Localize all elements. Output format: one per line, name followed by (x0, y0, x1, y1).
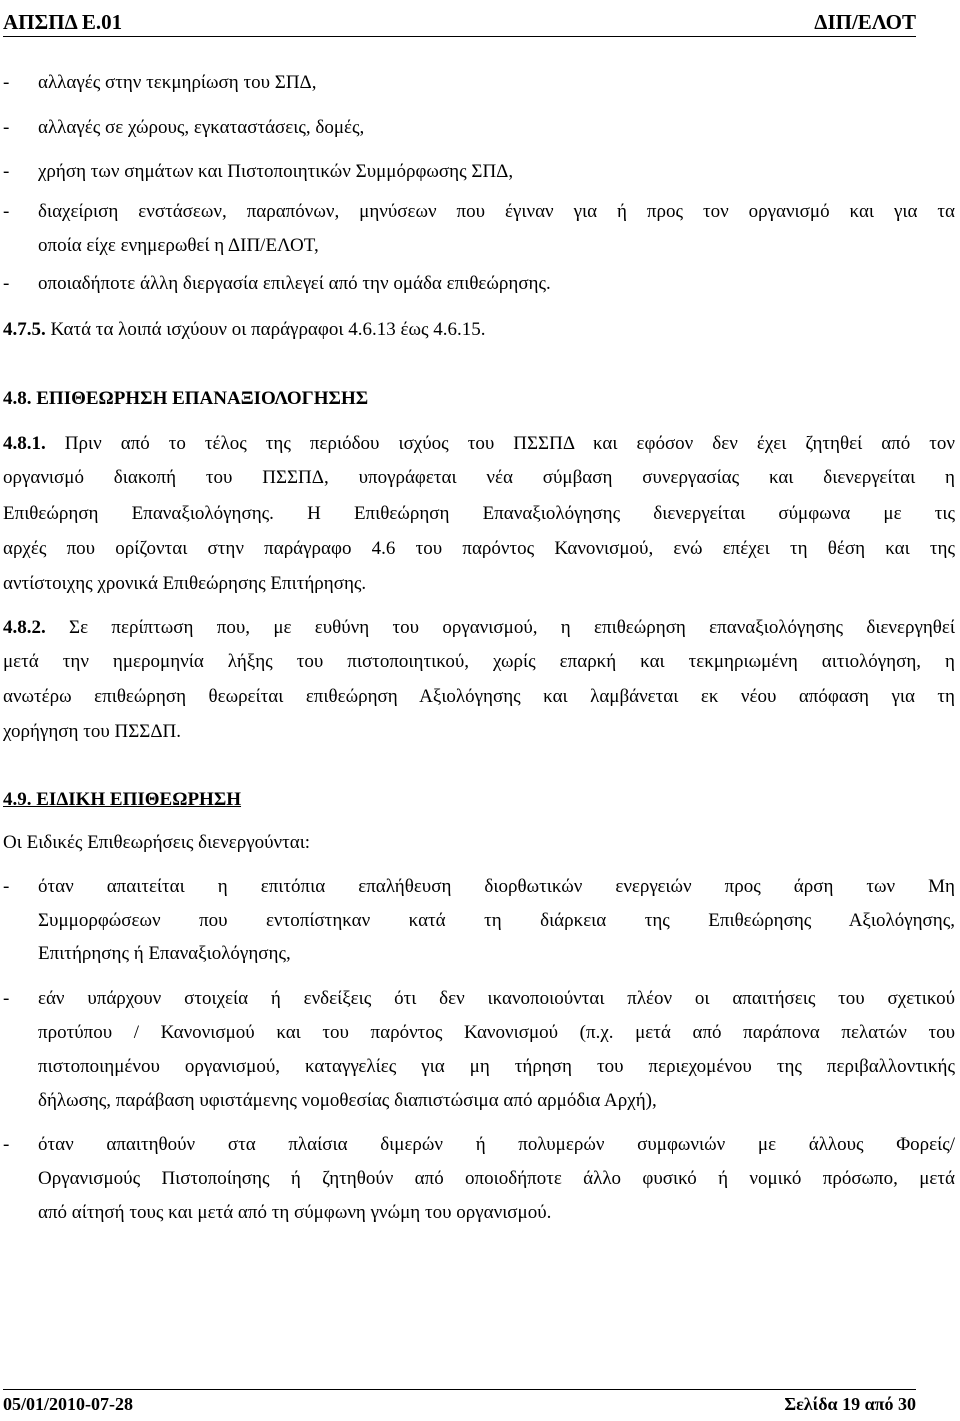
list-item: χρήση των σημάτων και Πιστοποιητικών Συμμόρφωσης ΣΠΔ, (38, 161, 514, 182)
section-number: 4.8.2. (3, 617, 46, 638)
paragraph-text: Κατά τα λοιπά ισχύουν οι παράγραφοι 4.6.13 έως 4.6.15. (45, 319, 486, 340)
list-item-continuation: Επιτήρησης ή Επαναξιολόγησης, (38, 943, 291, 964)
list-item-continuation: από αίτησή τους και μετά από τη σύμφωνη γνώμη του οργανισμού. (38, 1202, 552, 1223)
dash: - (3, 273, 10, 294)
header-doc-code: ΑΠΣΠΔ Ε.01 (3, 10, 123, 34)
paragraph-line: αντίστοιχης χρονικά Επιθεώρησης Επιτήρησης. (3, 573, 367, 594)
dash: - (3, 201, 10, 222)
dash: - (3, 161, 10, 182)
list-item: εάν υπάρχουν στοιχεία ή ενδείξεις ότι δεν ικανοποιούνται πλέον οι απαιτήσεις του σχετικού (38, 988, 955, 1009)
list-item-continuation: δήλωσης, παράβαση υφιστάμενης νομοθεσίας διαπιστώσιμα από αρμόδια Αρχή), (38, 1090, 657, 1111)
paragraph-line: ανωτέρω επιθεώρηση θεωρείται επιθεώρηση Αξιολόγησης και λαμβάνεται εκ νέου απόφαση για τη (3, 686, 955, 707)
paragraph-line (3, 432, 955, 456)
list-item-continuation: οποία είχε ενημερωθεί η ΔΙΠ/ΕΛΟΤ, (38, 235, 319, 256)
page-header (3, 8, 916, 37)
header-organization: ΔΙΠ/ΕΛΟΤ (814, 10, 916, 34)
list-item: αλλαγές σε χώρους, εγκαταστάσεις, δομές, (38, 117, 365, 138)
paragraph-line: χορήγηση του ΠΣΣΔΠ. (3, 721, 182, 742)
paragraph-line: Επιθεώρηση Επαναξιολόγησης. Η Επιθεώρηση Επαναξιολόγησης διενεργείται σύμφωνα με τις (3, 503, 955, 524)
dash: - (3, 1134, 10, 1155)
paragraph-line: οργανισμό διακοπή του ΠΣΣΠΔ, υπογράφεται νέα σύμβαση συνεργασίας και διενεργείται η (3, 467, 955, 488)
dash: - (3, 117, 10, 138)
paragraph-text: Πριν από το τέλος της περιόδου ισχύος του ΠΣΣΠΔ και εφόσον δεν έχει ζητηθεί από τον (45, 433, 955, 454)
section-heading-4-8: 4.8. ΕΠΙΘΕΩΡΗΣΗ ΕΠΑΝΑΞΙΟΛΟΓΗΣΗΣ (3, 388, 369, 409)
section-heading-4-9: 4.9. ΕΙΔΙΚΗ ΕΠΙΘΕΩΡΗΣΗ (3, 789, 242, 810)
section-number: 4.8.1. (3, 433, 46, 454)
list-item: όταν απαιτείται η επιτόπια επαλήθευση διορθωτικών ενεργειών προς άρση των Μη (38, 876, 955, 897)
paragraph-line (3, 616, 955, 640)
dash: - (3, 988, 10, 1009)
paragraph-line: αρχές που ορίζονται στην παράγραφο 4.6 του παρόντος Κανονισμού, ενώ επέχει τη θέση και της (3, 538, 955, 559)
paragraph-text: Σε περίπτωση που, με ευθύνη του οργανισμού, η επιθεώρηση επαναξιολόγησης διενεργηθεί (45, 617, 955, 638)
section-number: 4.7.5. (3, 319, 46, 340)
list-item: όταν απαιτηθούν στα πλαίσια διμερών ή πολυμερών συμφωνιών με άλλους Φορείς/ (38, 1134, 955, 1155)
list-item: οποιαδήποτε άλλη διεργασία επιλεγεί από την ομάδα επιθεώρησης. (38, 273, 551, 294)
dash: - (3, 72, 10, 93)
list-item-continuation: Οργανισμούς Πιστοποίησης ή ζητηθούν από οποιοδήποτε άλλο φυσικό ή νομικό πρόσωπο, μετά (38, 1168, 955, 1189)
footer-date: 05/01/2010-07-28 (3, 1394, 133, 1414)
list-item: διαχείριση ενστάσεων, παραπόνων, μηνύσεων που έγιναν για ή προς τον οργανισμό και για τα (38, 201, 955, 222)
list-item: αλλαγές στην τεκμηρίωση του ΣΠΔ, (38, 72, 317, 93)
paragraph-line: μετά την ημερομηνία λήξης του πιστοποιητικού, χωρίς επαρκή και τεκμηριωμένη αιτιολόγηση, η (3, 651, 955, 672)
paragraph-4-7-5 (3, 318, 485, 342)
list-item-continuation: προτύπου / Κανονισμού και του παρόντος Κανονισμού (π.χ. μετά από παράπονα πελατών του (38, 1022, 955, 1043)
section-intro: Οι Ειδικές Επιθεωρήσεις διενεργούνται: (3, 832, 311, 853)
list-item-continuation: πιστοποιημένου οργανισμού, καταγγελίες για μη τήρηση του περιεχομένου της περιβαλλοντικής (38, 1056, 955, 1077)
list-item-continuation: Συμμορφώσεων που εντοπίστηκαν κατά τη διάρκεια της Επιθεώρησης Αξιολόγησης, (38, 910, 955, 931)
page-footer (3, 1389, 916, 1418)
footer-page-number: Σελίδα 19 από 30 (784, 1394, 916, 1414)
dash: - (3, 876, 10, 897)
